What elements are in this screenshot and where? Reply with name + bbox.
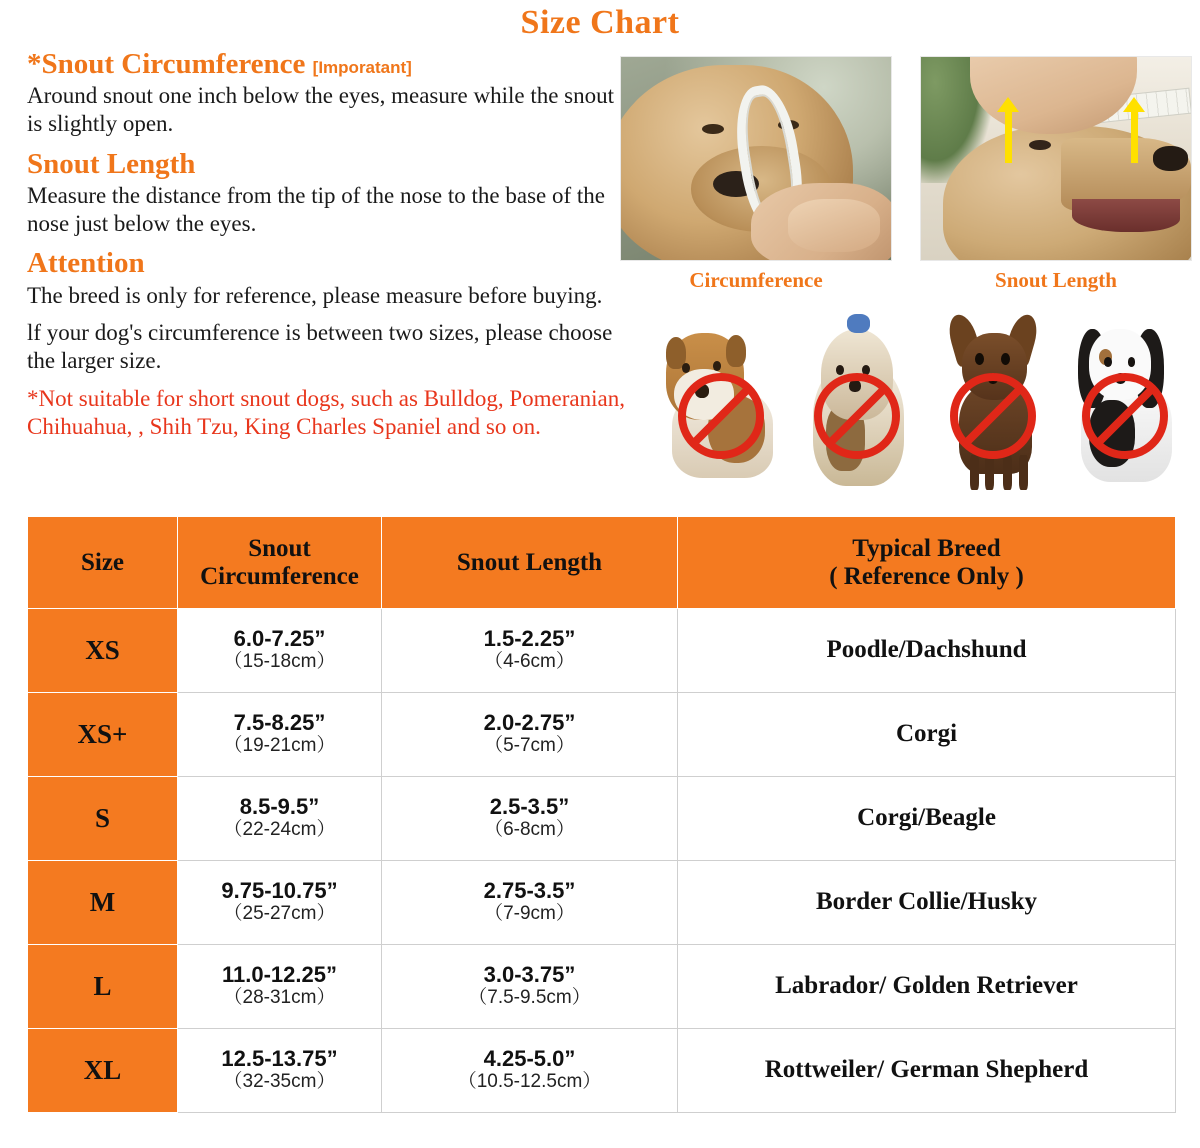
cell-circumference-cm: （15-18cm） [223, 651, 336, 673]
cell-length [382, 609, 678, 693]
cell-length [382, 1029, 678, 1113]
cell-size: XS [28, 609, 178, 693]
cell-circumference-cm: （28-31cm） [223, 987, 336, 1009]
cell-length [382, 861, 678, 945]
cell-length-inches: 2.5-3.5” [489, 793, 570, 819]
circumference-photo-caption: Circumference [689, 268, 823, 292]
cell-circumference [178, 1029, 382, 1113]
excluded-breeds-row [650, 302, 1195, 498]
warning-text: *Not suitable for short snout dogs, such as Bulldog, Pomeranian, Chihuahua, , Shih Tzu, King Charles Spaniel and so on. [27, 385, 625, 439]
cell-size: L [28, 945, 178, 1029]
header-length: Snout Length [382, 517, 678, 609]
header-circumference-line2: Circumference [200, 562, 359, 590]
cell-breed: Labrador/ Golden Retriever [678, 945, 1176, 1029]
table-header-row [28, 517, 1176, 609]
cell-circumference [178, 861, 382, 945]
size-table-wrapper [27, 516, 1175, 1113]
table-row [28, 945, 1176, 1029]
important-note: [Imporatant] [312, 58, 412, 77]
cell-circumference-cm: （19-21cm） [223, 735, 336, 757]
header-breed-line2: ( Reference Only ) [829, 562, 1024, 590]
prohibition-icon [678, 373, 764, 459]
size-table-head [28, 517, 1176, 609]
cell-breed: Poodle/Dachshund [678, 609, 1176, 693]
excluded-breed-bulldog [656, 302, 786, 498]
header-breed-line1: Typical Breed [852, 534, 1001, 562]
cell-size: S [28, 777, 178, 861]
cell-circumference-inches: 7.5-8.25” [233, 709, 326, 735]
cell-circumference [178, 777, 382, 861]
excluded-breed-king-charles-spaniel [1060, 302, 1190, 498]
cell-circumference-inches: 11.0-12.25” [222, 961, 337, 987]
prohibition-icon [950, 373, 1036, 459]
attention-body-1: The breed is only for reference, please measure before buying. [27, 282, 603, 308]
table-row [28, 693, 1176, 777]
snout-circumference-body: Around snout one inch below the eyes, measure while the snout is slightly open. [27, 83, 615, 137]
cell-size: XL [28, 1029, 178, 1113]
excluded-breed-shih-tzu [792, 302, 922, 498]
cell-breed: Border Collie/Husky [678, 861, 1176, 945]
cell-size: M [28, 861, 178, 945]
table-row [28, 609, 1176, 693]
cell-length [382, 693, 678, 777]
excluded-breed-chihuahua [928, 302, 1058, 498]
circumference-photo [620, 56, 892, 261]
prohibition-icon [814, 373, 900, 459]
header-breed [678, 517, 1176, 609]
cell-length-inches: 3.0-3.75” [483, 961, 576, 987]
cell-length-inches: 2.75-3.5” [483, 877, 576, 903]
cell-length-cm: （7.5-9.5cm） [468, 987, 591, 1009]
cell-circumference-inches: 12.5-13.75” [221, 1045, 338, 1071]
cell-breed: Rottweiler/ German Shepherd [678, 1029, 1176, 1113]
table-row [28, 1029, 1176, 1113]
cell-circumference-inches: 9.75-10.75” [221, 877, 338, 903]
cell-circumference-inches: 6.0-7.25” [233, 625, 326, 651]
cell-size: XS+ [28, 693, 178, 777]
table-row [28, 777, 1176, 861]
cell-circumference [178, 609, 382, 693]
attention-body-2: lf your dog's circumference is between two sizes, please choose the larger size. [27, 320, 613, 373]
page-title: Size Chart [520, 4, 680, 41]
cell-circumference [178, 945, 382, 1029]
instructions-column [27, 48, 627, 441]
cell-length-inches: 2.0-2.75” [483, 709, 576, 735]
header-circumference-line1: Snout [248, 534, 311, 562]
size-table-body [28, 609, 1176, 1113]
snout-circumference-heading-text: *Snout Circumference [27, 48, 306, 80]
cell-breed: Corgi [678, 693, 1176, 777]
cell-length-inches: 1.5-2.25” [483, 625, 576, 651]
cell-circumference-cm: （32-35cm） [223, 1071, 336, 1093]
attention-heading: Attention [27, 247, 145, 280]
cell-length-inches: 4.25-5.0” [483, 1045, 576, 1071]
header-size: Size [28, 517, 178, 609]
cell-circumference-cm: （22-24cm） [223, 819, 336, 841]
cell-length-cm: （5-7cm） [484, 735, 575, 757]
snout-length-photo [920, 56, 1192, 261]
snout-length-photo-caption: Snout Length [995, 268, 1117, 292]
snout-circumference-heading [27, 48, 627, 80]
table-row [28, 861, 1176, 945]
header-circumference [178, 517, 382, 609]
cell-length-cm: （6-8cm） [484, 819, 575, 841]
cell-circumference-inches: 8.5-9.5” [239, 793, 320, 819]
cell-length-cm: （4-6cm） [484, 651, 575, 673]
cell-length-cm: （7-9cm） [484, 903, 575, 925]
snout-length-heading: Snout Length [27, 147, 196, 180]
cell-circumference [178, 693, 382, 777]
prohibition-icon [1082, 373, 1168, 459]
cell-length [382, 777, 678, 861]
cell-length [382, 945, 678, 1029]
cell-breed: Corgi/Beagle [678, 777, 1176, 861]
size-table [27, 516, 1176, 1113]
cell-circumference-cm: （25-27cm） [223, 903, 336, 925]
snout-length-body: Measure the distance from the tip of the nose to the base of the nose just below the eyes. [27, 183, 606, 236]
cell-length-cm: （10.5-12.5cm） [457, 1071, 602, 1093]
